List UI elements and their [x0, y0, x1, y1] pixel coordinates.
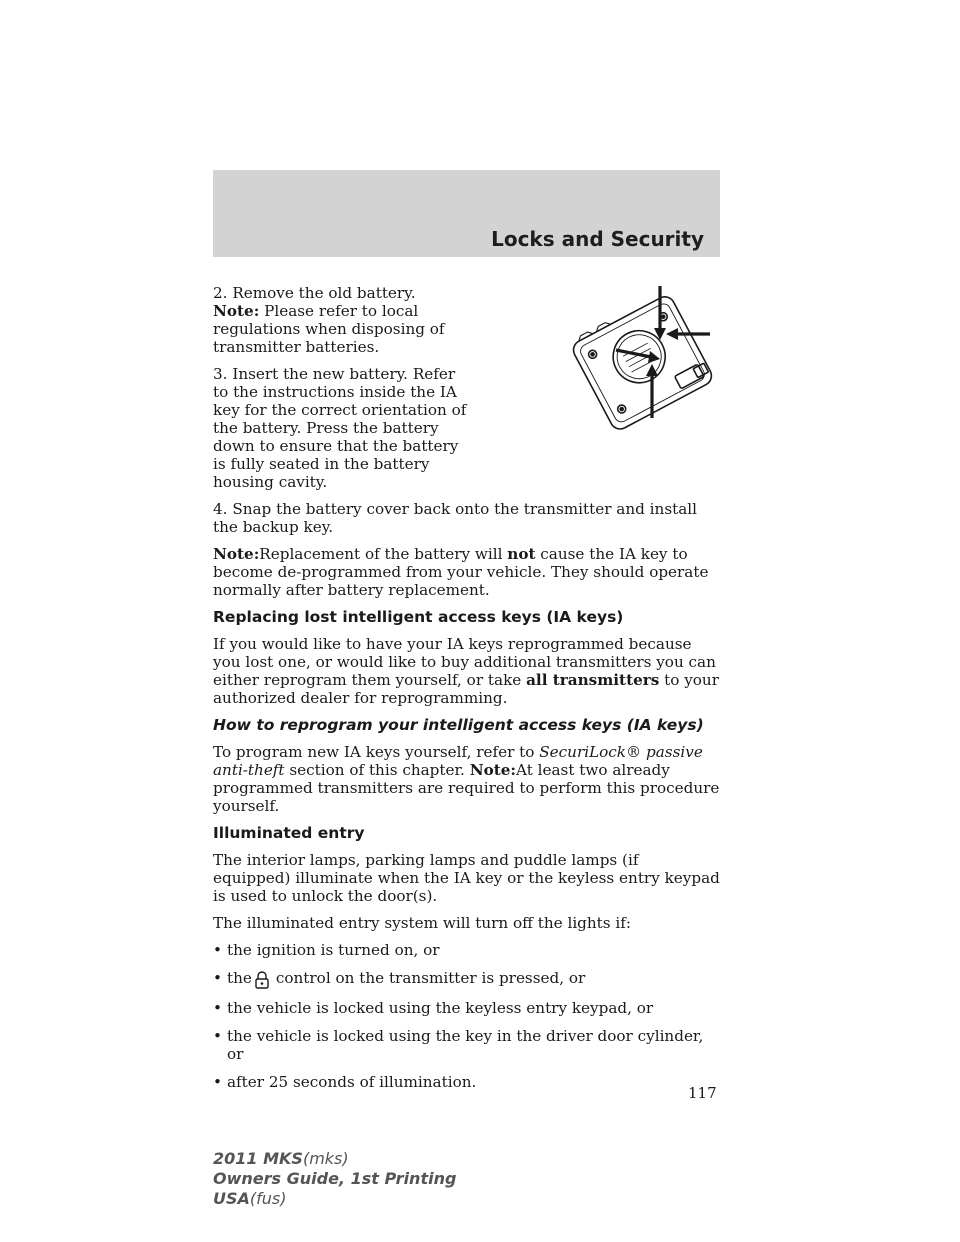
section-reference: SecuriLock® passive anti-theft — [213, 743, 703, 779]
reprogram-paragraph — [213, 743, 720, 815]
footer-line-2: Owners Guide, 1st Printing — [213, 1169, 457, 1188]
page-number: 117 — [688, 1084, 717, 1102]
list-item — [213, 1027, 720, 1063]
paragraph-emphasis: all transmitters — [526, 671, 660, 689]
list-item-text: the — [227, 969, 252, 987]
section-title: Locks and Security — [491, 227, 704, 251]
step-3: 3. Insert the new battery. Refer to the instructions inside the IA key for the correct orientation of the battery. Press the battery down to ensure that the battery is fully seated in the battery housing cavity. — [213, 365, 467, 491]
paragraph-text: to your authorized dealer for reprogramming. — [213, 671, 719, 707]
heading-reprogram: How to reprogram your intelligent access keys (IA keys) — [213, 716, 704, 734]
note-label: Note: — [213, 302, 260, 320]
step-2-text: 2. Remove the old battery. — [213, 284, 416, 302]
bullet: • — [213, 969, 222, 987]
footer-model: 2011 MKS — [213, 1149, 303, 1168]
footer-model-code: (mks) — [302, 1149, 349, 1168]
note-text: cause the IA key to become de-programmed from your vehicle. They should operate normally after battery replacement. — [213, 545, 709, 599]
footer-line-1 — [213, 1149, 456, 1169]
step-2 — [213, 284, 468, 356]
illuminated-paragraph-2: The illuminated entry system will turn off the lights if: — [213, 914, 631, 932]
page-content — [213, 284, 720, 1101]
battery-steps — [213, 284, 468, 491]
turn-off-conditions-list — [213, 941, 720, 1091]
paragraph-text: If you would like to have your IA keys reprogrammed because you lost one, or would like to buy additional transmitters you can either reprogram them yourself, or take — [213, 635, 716, 689]
footer-line-3 — [213, 1189, 456, 1209]
lost-keys-paragraph — [213, 635, 720, 707]
illuminated-paragraph-1: The interior lamps, parking lamps and puddle lamps (if equipped) illuminate when the IA key or the keyless entry keypad is used to unlock the door(s). — [213, 851, 720, 905]
section-header-band — [213, 170, 720, 257]
battery-diagram-icon — [572, 284, 714, 434]
list-item-text: after 25 seconds of illumination. — [227, 1073, 477, 1091]
note-label: Note: — [213, 545, 260, 563]
list-item-text: the vehicle is locked using the keyless entry keypad, or — [227, 999, 654, 1017]
bullet: • — [213, 999, 222, 1017]
step-4: 4. Snap the battery cover back onto the transmitter and install the backup key. — [213, 500, 697, 536]
note-emphasis: not — [507, 545, 536, 563]
paragraph-text: section of this chapter. — [284, 761, 470, 779]
step-2-note: Please refer to local regulations when disposing of transmitter batteries. — [213, 302, 445, 356]
battery-illustration — [572, 284, 714, 434]
list-item — [213, 1073, 720, 1091]
footer-market: USA — [213, 1189, 250, 1208]
heading-illuminated-entry: Illuminated entry — [213, 824, 365, 842]
list-item — [213, 999, 720, 1017]
paragraph-text: To program new IA keys yourself, refer to — [213, 743, 540, 761]
heading-lost-keys: Replacing lost intelligent access keys (IA keys) — [213, 608, 624, 626]
note-text: Replacement of the battery will — [259, 545, 508, 563]
list-item — [213, 941, 720, 959]
bullet: • — [213, 1027, 222, 1045]
list-item-text: control on the transmitter is pressed, or — [275, 969, 586, 987]
bullet: • — [213, 941, 222, 959]
print-footer — [213, 1149, 456, 1209]
note-text: At least two already programmed transmitters are required to perform this procedure yourself. — [213, 761, 720, 815]
battery-note — [213, 545, 720, 599]
lock-icon — [254, 971, 270, 989]
list-item-text: the vehicle is locked using the key in the driver door cylinder, or — [227, 1027, 704, 1063]
footer-market-code: (fus) — [249, 1189, 287, 1208]
note-label: Note: — [469, 761, 517, 779]
list-item — [213, 969, 720, 989]
bullet: • — [213, 1073, 222, 1091]
list-item-text: the ignition is turned on, or — [227, 941, 440, 959]
